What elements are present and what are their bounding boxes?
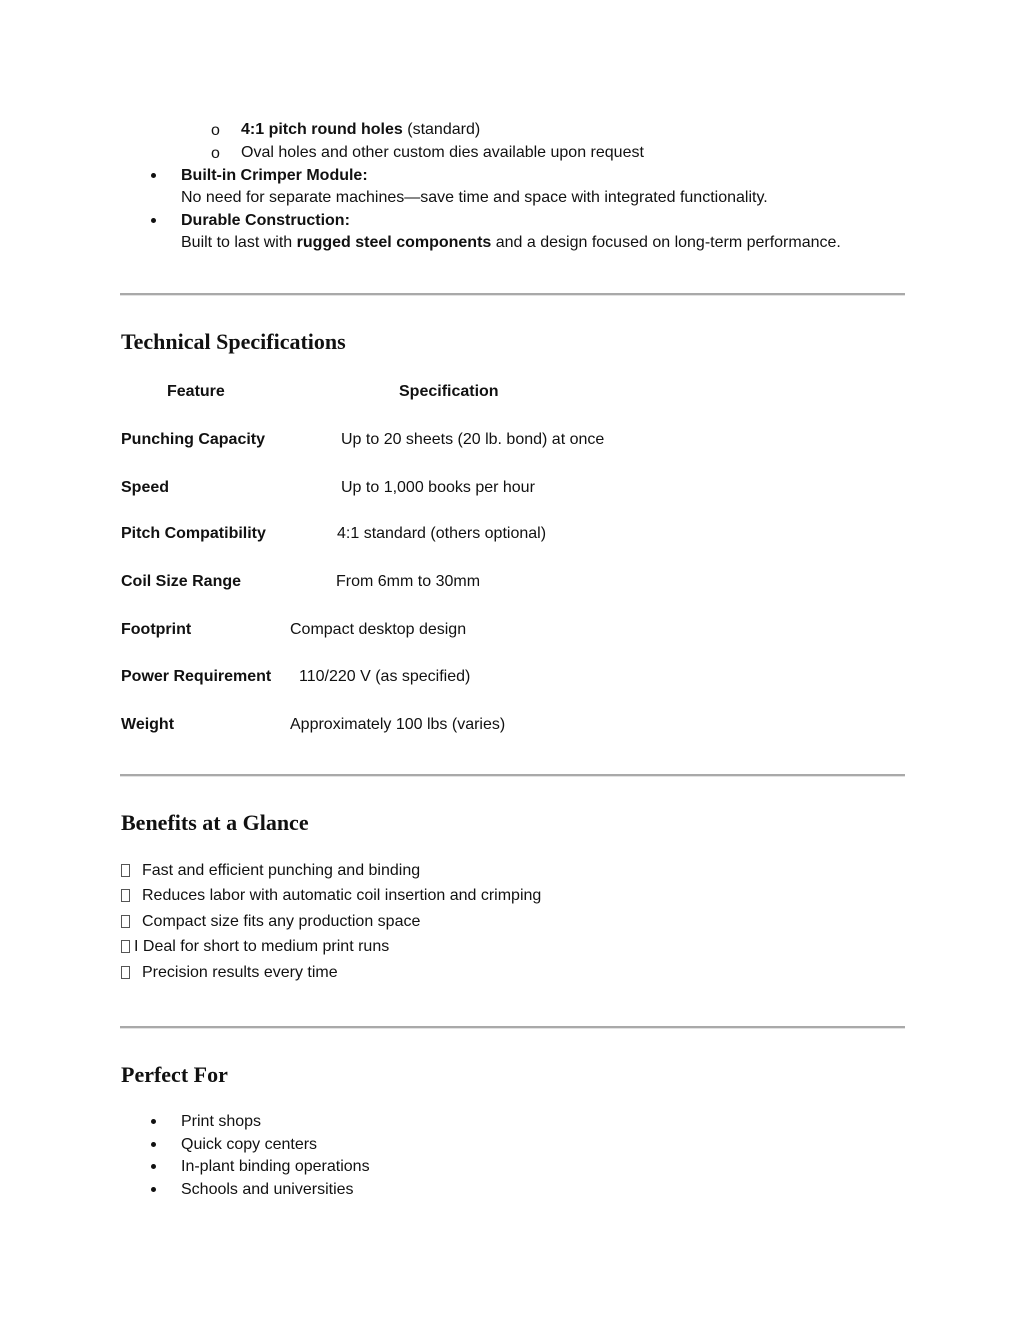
- horizontal-rule: [120, 293, 905, 296]
- missing-glyph-icon: [121, 889, 130, 902]
- benefit-item: I Deal for short to medium print runs: [134, 938, 390, 955]
- spec-col-header-spec: Specification: [399, 383, 499, 400]
- spec-feature: Footprint: [121, 621, 192, 638]
- feature-description: [181, 188, 768, 208]
- missing-glyph-icon: [121, 915, 130, 928]
- benefit-item: Precision results every time: [142, 964, 338, 981]
- feature-desc-text: Built to last with: [181, 234, 297, 251]
- bullet-dot: [151, 1164, 156, 1169]
- horizontal-rule: [120, 774, 905, 777]
- section-heading-benefits: Benefits at a Glance: [121, 810, 309, 835]
- section-heading-perfect-for: Perfect For: [121, 1062, 228, 1087]
- benefit-item: Reduces labor with automatic coil insertion and crimping: [142, 887, 542, 904]
- missing-glyph-icon: [121, 940, 130, 953]
- spec-feature: Coil Size Range: [121, 573, 242, 590]
- sub-item-bold: 4:1 pitch round holes: [241, 121, 403, 138]
- sub-list-item: [241, 120, 480, 140]
- list-item: Quick copy centers: [181, 1136, 318, 1153]
- spec-col-header-feature: Feature: [167, 383, 225, 400]
- bullet-dot: [151, 173, 156, 178]
- benefit-item: Compact size fits any production space: [142, 913, 421, 930]
- feature-description: [181, 233, 841, 253]
- feature-title: Built-in Crimper Module:: [181, 167, 368, 184]
- spec-value: Up to 1,000 books per hour: [341, 479, 535, 496]
- spec-feature: Weight: [121, 716, 175, 733]
- spec-feature: Speed: [121, 479, 170, 496]
- spec-value: Up to 20 sheets (20 lb. bond) at once: [341, 431, 605, 448]
- list-item: In-plant binding operations: [181, 1158, 370, 1175]
- bullet-dot: [151, 1119, 156, 1124]
- spec-feature: Power Requirement: [121, 668, 272, 685]
- list-item: Print shops: [181, 1113, 262, 1130]
- feature-desc-text: and a design focused on long-term performance.: [491, 234, 841, 251]
- feature-title: Durable Construction:: [181, 212, 350, 229]
- sub-item-text: Oval holes and other custom dies available upon request: [241, 144, 644, 161]
- missing-glyph-icon: [121, 966, 130, 979]
- section-heading-tech-specs: Technical Specifications: [121, 329, 346, 354]
- spec-value: From 6mm to 30mm: [336, 573, 481, 590]
- bullet-dot: [151, 1142, 156, 1147]
- spec-feature: Punching Capacity: [121, 431, 266, 448]
- sub-list-item: [241, 143, 644, 163]
- sub-bullet-marker: o: [211, 145, 220, 162]
- benefit-item: Fast and efficient punching and binding: [142, 862, 421, 879]
- spec-value: Approximately 100 lbs (varies): [290, 716, 506, 733]
- horizontal-rule: [120, 1026, 905, 1029]
- feature-desc-bold: rugged steel components: [296, 234, 492, 251]
- missing-glyph-icon: [121, 864, 130, 877]
- spec-value: 110/220 V (as specified): [299, 668, 471, 685]
- list-item: Schools and universities: [181, 1181, 354, 1198]
- spec-value: Compact desktop design: [290, 621, 467, 638]
- sub-bullet-marker: o: [211, 122, 220, 139]
- spec-feature: Pitch Compatibility: [121, 525, 266, 542]
- spec-value: 4:1 standard (others optional): [337, 525, 547, 542]
- bullet-dot: [151, 218, 156, 223]
- sub-item-text: (standard): [402, 121, 481, 138]
- bullet-dot: [151, 1187, 156, 1192]
- feature-desc-text: No need for separate machines—save time and space with integrated functionality.: [181, 189, 768, 206]
